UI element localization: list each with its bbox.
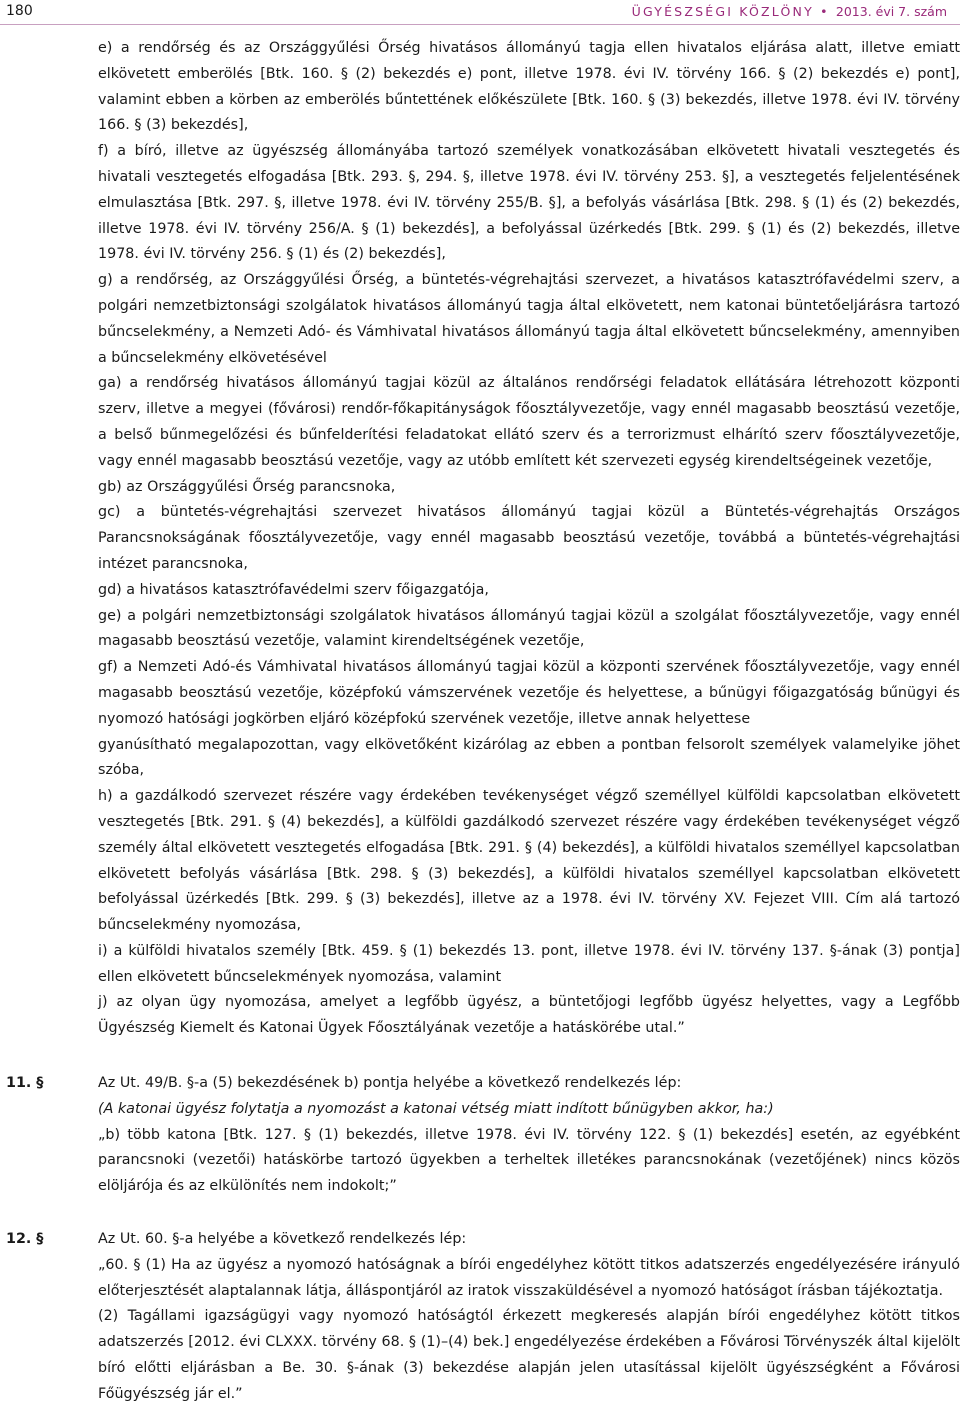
section-provision: (2) Tagállami igazságügyi vagy nyomozó hatóságtól érkezett megkeresés alapján bírói engedélyhez kötött titkos adatszerzés [2012. évi CLXXX. törvény 68. § (1)–(4) bek.] engedélyezése érdekében a Fővárosi Törvényszék által kijelölt bíró előtti eljárásban a Be. 30. §-ának (3) bekezdése alapján jelen utasítással kijelölt ügyészségként a Fővárosi Főügyészség jár el.” [98, 1308, 960, 1402]
section-intro: Az Ut. 60. §-a helyébe a következő rendelkezés lép: [98, 1231, 467, 1247]
paragraph-f: f) a bíró, illetve az ügyészség állományába tartozó személyek vonatkozásában elkövetett hivatali vesztegetés és hivatali vesztegetés elfogadása [Btk. 293. §, 294. §, illetve 1978. évi IV. törvény 253. §], a vesztegetés feljelentésének elmulasztása [Btk. 297. §, illetve 1978. évi IV. törvény 255/B. §], a befolyás vásárlása [Btk. 298. § (1) és (2) bekezdés, illetve 1978. évi IV. törvény 256/A. § (1) bekezdés], a befolyással üzérkedés [Btk. 299. § (1) és (2) bekezdés, illetve 1978. évi IV. törvény 256. § (1) és (2) bekezdés], [98, 143, 960, 263]
paragraph-gc: gc) a büntetés-végrehajtási szervezet hivatásos állományú tagjai közül a Büntetés-végrehajtás Országos Parancsnokságának főosztályvezetője, vagy ennél magasabb beosztású vezetője, továbbá a büntetés-végrehajtási intézet parancsnoka, [98, 504, 960, 572]
main-text [98, 36, 960, 1042]
section-number: 11. § [6, 1075, 44, 1091]
paragraph-g-closing: gyanúsítható megalapozottan, vagy elkövetőként kizárólag az ebben a pontban felsorolt személyek valamelyike jöhet szóba, [98, 736, 960, 779]
page-number: 180 [6, 3, 33, 19]
paragraph-j: j) az olyan ügy nyomozása, amelyet a legfőbb ügyész, a büntetőjogi legfőbb ügyész helyettes, vagy a Legfőbb Ügyészség Kiemelt és Katonai Ügyek Főosztályának vezetője a hatáskörébe utal.” [98, 994, 960, 1037]
paragraph-ge: ge) a polgári nemzetbiztonsági szolgálatok hivatásos állományú tagjai közül a szolgálat főosztályvezetője, vagy ennél magasabb beosztású vezetője, valamint kirendeltségének vezetője, [98, 607, 960, 650]
header-rule [0, 24, 960, 25]
header-separator: • [820, 4, 830, 19]
section-body [98, 1071, 960, 1200]
paragraph-h: h) a gazdálkodó szervezet részére vagy érdekében tevékenységet végző személlyel külföldi kapcsolatban elkövetett vesztegetés [Btk. 291. § (4) bekezdés], a külföldi gazdálkodó szervezet részére vagy érdekében tevékenységet végző személy által elkövetett vesztegetés elfogadása [Btk. 291. § (4) bekezdés], a külföldi hivatalos személlyel kapcsolatban elkövetett befolyás vásárlása [Btk. 298. § (3) bekezdés], a külföldi hivatalos személlyel kapcsolatban elkövetett befolyással üzérkedés [Btk. 299. § (3) bekezdés], illetve az a 1978. évi IV. törvény XV. Fejezet VIII. Cím alá tartozó bűncselekmény nyomozása, [98, 788, 960, 934]
page-header [0, 0, 960, 40]
paragraph-i: i) a külföldi hivatalos személy [Btk. 459. § (1) bekezdés 13. pont, illetve 1978. évi IV. törvény 137. §-ának (3) pontja] ellen elkövetett bűncselekmények nyomozása, valamint [98, 942, 960, 985]
section-number: 12. § [6, 1231, 44, 1247]
paragraph-gd: gd) a hivatásos katasztrófavédelmi szerv főigazgatója, [98, 581, 489, 598]
section-provision: „b) több katona [Btk. 127. § (1) bekezdés, illetve 1978. évi IV. törvény 122. § (1) bekezdés] esetén, az egyébként parancsnoki (vezetői) hatáskörbe tartozó ügyekben a terheltek illetékes parancsnokának (vezetőjének) nincs közös elöljárója és az elkülönítés nem indokolt;” [98, 1126, 960, 1195]
paragraph-g: g) a rendőrség, az Országgyűlési Őrség, a büntetés-végrehajtási szervezet, a hivatásos katasztrófavédelmi szerv, a polgári nemzetbiztonsági szolgálatok hivatásos állományú tagja által elkövetett, nem katonai büntetőeljárásra tartozó bűncselekmény, a Nemzeti Adó- és Vámhivatal hivatásos állományú tagja által elkövetett bűncselekmény, amennyiben a bűncselekmény elkövetésével [98, 272, 960, 366]
paragraph-gb: gb) az Országgyűlési Őrség parancsnoka, [98, 478, 396, 495]
paragraph-ga: ga) a rendőrség hivatásos állományú tagjai közül az általános rendőrségi feladatok ellátására létrehozott központi szerv, illetve a megyei (fővárosi) rendőr-főkapitányságok főosztályvezetője, vagy ennél magasabb beosztású vezetője, a belső bűnmegelőzési és bűnfelderítési feladatokat ellátó szerv és a terrorizmust elhárító szerv főosztályvezetője, vagy ennél magasabb beosztású vezetője, vagy az utóbb említett két szervezeti egység kirendeltségeinek vezetője, [98, 375, 960, 469]
paragraph-e: e) a rendőrség és az Országgyűlési Őrség hivatásos állományú tagja ellen hivatalos eljárása alatt, illetve emiatt elkövetett emberölés [Btk. 160. § (2) bekezdés e) pont, illetve 1978. évi IV. törvény 166. § (2) bekezdés e) pont], valamint ebben a körben az emberölés bűntettének előkészülete [Btk. 160. § (3) bekezdés, illetve 1978. évi IV. törvény 166. § (3) bekezdés], [98, 40, 960, 134]
section-context: (A katonai ügyész folytatja a nyomozást a katonai vétség miatt indított bűnügyben akkor, ha:) [98, 1100, 774, 1117]
running-head [632, 4, 947, 19]
journal-title: ÜGYÉSZSÉGI KÖZLÖNY [631, 4, 814, 19]
section-body [98, 1227, 960, 1408]
section-provision: „60. § (1) Ha az ügyész a nyomozó hatóságnak a bírói engedélyhez kötött titkos adatszerzés engedélyezésére irányuló előterjesztését alaptalannak látja, álláspontjáról az iratok visszaküldésével a nyomozó hatóságot írásban tájékoztatja. [98, 1256, 960, 1299]
paragraph-gf: gf) a Nemzeti Adó-és Vámhivatal hivatásos állományú tagjai közül a központi szervének főosztályvezetője, vagy ennél magasabb beosztású vezetője, középfokú vámszervének vezetője és helyettese, a bűnügyi főigazgatóság bűnügyi és nyomozó hatósági jogkörben eljáró középfokú szervének vezetője, illetve annak helyettese [98, 659, 960, 727]
section-intro: Az Ut. 49/B. §-a (5) bekezdésének b) pontja helyébe a következő rendelkezés lép: [98, 1075, 682, 1091]
issue-number: 2013. évi 7. szám [835, 4, 947, 19]
